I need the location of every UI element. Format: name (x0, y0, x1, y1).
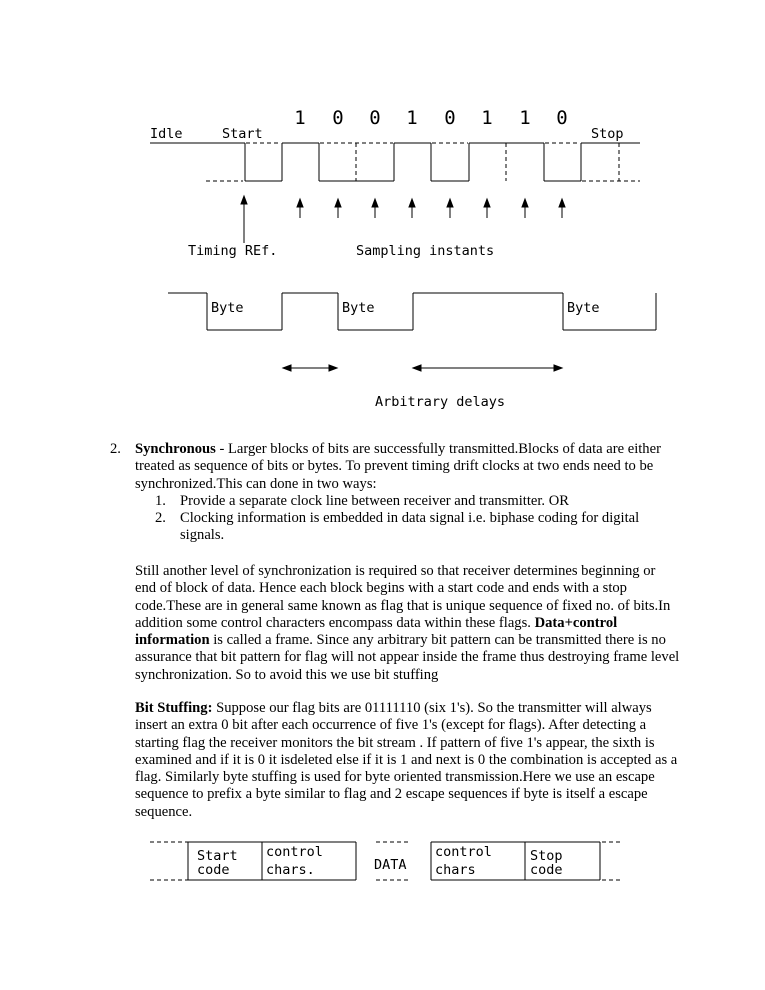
bit-label: 0 (444, 107, 456, 129)
start-label: Start (222, 126, 263, 142)
paragraph-bit-stuffing (135, 700, 680, 821)
idle-label: Idle (150, 126, 183, 142)
bit-label: 0 (332, 107, 344, 129)
byte-label: Byte (211, 300, 244, 316)
bold-term: Bit Stuffing: (135, 700, 213, 716)
paragraph-text: Still another level of synchronization is required so that receiver determines beginning or end of block of data. Hence each block begins with a start code and ends with a stop code.These are in general same known as flag that is unique sequence of fixed no. of bits.In addition some control characters encompass data within these flags. (135, 563, 671, 631)
paragraph-frame-sync (135, 563, 680, 684)
list-item-text: Provide a separate clock line between receiver and transmitter. OR (180, 493, 570, 509)
arbitrary-delays-label: Arbitrary delays (375, 394, 506, 410)
start-code-line1: Start (197, 848, 238, 864)
start-code-line2: code (197, 862, 230, 878)
data-label: DATA (374, 857, 407, 873)
list-item-number: 2. (155, 510, 166, 526)
sampling-instants-label: Sampling instants (356, 243, 495, 259)
bit-label: 1 (481, 107, 493, 129)
list-item-number: 1. (155, 493, 166, 509)
control-chars-1-line1: control (266, 844, 323, 860)
synchronous-intro (135, 441, 680, 493)
timing-ref-label: Timing REf. (188, 243, 278, 259)
control-chars-1-line2: chars. (266, 862, 315, 878)
stop-code-line1: Stop (530, 848, 563, 864)
byte-label: Byte (342, 300, 375, 316)
bit-label: 0 (369, 107, 381, 129)
control-chars-2-line2: chars (435, 862, 476, 878)
paragraph-text: is called a frame. Since any arbitrary bit pattern can be transmitted there is no assurance that bit pattern for flag will not appear inside the frame thus destroying frame level synchronization. So to avoid this we use bit stuffing (135, 632, 680, 683)
stop-code-line2: code (530, 862, 563, 878)
paragraph-text: Suppose our flag bits are 01111110 (six 1's). So the transmitter will always insert an extra 0 bit after each occurrence of five 1's (except for flags). After detecting a starting flag the receiver monitors the bit stream . If pattern of five 1's appear, the sixth is examined and if it is 0 it isdeleted else if it is 1 and next is 0 the combination is accepted as a flag. Similarly byte stuffing is used for byte oriented transmission.Here we use an escape sequence to prefix a byte similar to flag and 2 escape sequences if byte is itself a escape sequence. (135, 700, 678, 820)
stop-label: Stop (591, 126, 624, 142)
bit-label: 1 (406, 107, 418, 129)
bold-term: Data+control information (135, 614, 618, 649)
intro-text: - Larger blocks of bits are successfully transmitted.Blocks of data are either treated as sequence of bits or bytes. To prevent timing drift clocks at two ends need to be synchronized.This can done in two ways: (135, 441, 661, 492)
list-item-text: Clocking information is embedded in data signal i.e. biphase coding for digital signals. (180, 510, 640, 544)
bit-label: 1 (519, 107, 531, 129)
bit-label: 1 (294, 107, 306, 129)
section-title: Synchronous (135, 441, 216, 457)
control-chars-2-line1: control (435, 844, 492, 860)
byte-label: Byte (567, 300, 600, 316)
bit-label: 0 (556, 107, 568, 129)
section-number: 2. (110, 441, 121, 457)
